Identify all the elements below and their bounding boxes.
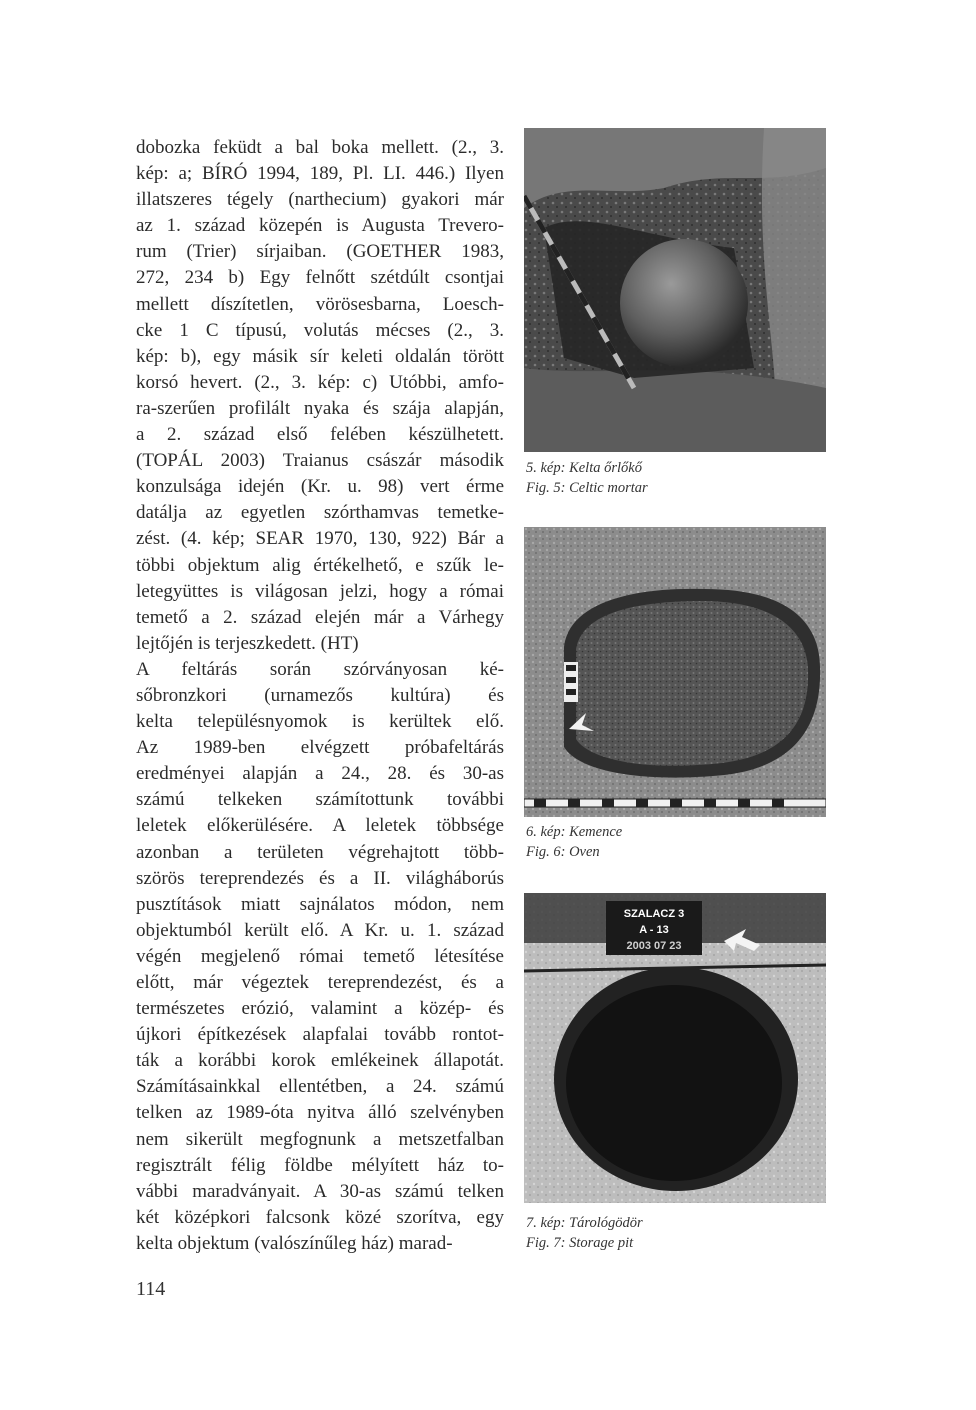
body-text-line: letegyüttes is világosan jelzi, hogy a római [136,580,504,602]
figure-5-caption [526,458,648,498]
photo-board-line-1: SZALACZ 3 [623,908,685,920]
body-text-line: kép: a; BÍRÓ 1994, 189, Pl. LI. 446.) Ilyen [136,163,504,185]
body-text-line: az 1. század közepén is Augusta Trevero- [136,215,504,237]
body-text-line: sőbronzkori (urnamezős kultúra) és [136,684,504,706]
body-text-line: kelta településnyomok is kerültek elő. [136,711,504,733]
body-text-line: végén megjelenő római temető létesítése [136,945,504,967]
body-text-line: kép: b), egy másik sír keleti oldalán törött [136,345,504,367]
page-number: 114 [136,1278,166,1300]
body-text-line: telken az 1989-óta nyitva álló szelvényben [136,1102,504,1124]
storage-pit-image [524,893,826,1203]
figure-7-photo [524,893,826,1203]
figure-6-caption-hu: 6. kép: Kemence [526,824,623,840]
body-text-line: többi objektum alig értékelhető, e szűk le- [136,554,504,576]
figure-6-caption-en: Fig. 6: Oven [526,844,600,860]
body-text-line: (TOPÁL 2003) Traianus császár második [136,450,504,472]
body-text-line: illatszeres tégely (narthecium) gyakori már [136,189,504,211]
oven-image [524,527,826,817]
figure-7-caption-en: Fig. 7: Storage pit [526,1235,634,1251]
photo-board-line-3: 2003 07 23 [626,940,682,952]
body-text-line: eredményei alapján a 24., 28. és 30-as [136,763,504,785]
body-text-line: A feltárás során szórványosan ké- [136,658,504,680]
body-text-line: kelta objektum (valószínűleg ház) marad- [136,1232,453,1254]
body-text-line: vábbi maradványait. A 30-as számú telken [136,1180,504,1202]
body-text-line: konzulsága idején (Kr. u. 98) vert érme [136,476,504,498]
body-text-line: ták a korábbi korok emlékeinek állapotát. [136,1050,504,1072]
body-text-line: ra-szerűen profilált nyaka és szája alapján, [136,397,504,419]
body-text-line: előtt, már végeztek tereprendezést, és a [136,972,504,993]
figure-7-caption [526,1213,643,1253]
figure-6-caption [526,822,622,862]
body-text-line: korsó hevert. (2., 3. kép: c) Utóbbi, amfo- [136,371,504,393]
body-text-line: mellett díszítetlen, vörösesbarna, Loesch- [136,293,504,315]
body-text-line: regisztrált félig földbe mélyített ház to- [136,1154,504,1176]
body-text-line: nem sikerült megfognunk a metszetfalban [136,1128,504,1150]
body-text-line: természetes erózió, valamint a közép- és [136,998,504,1020]
body-text-line: datálja az egyetlen szórthamvas temetke- [136,502,504,524]
figure-5-caption-en: Fig. 5: Celtic mortar [526,480,648,496]
celtic-mortar-image [524,128,826,452]
body-text-line: leletek előkerülésére. A leletek többsége [136,815,504,837]
body-text-line: dobozka feküdt a bal boka mellett. (2., 3. [136,137,504,158]
body-text-line: a 2. század első felében készülhetett. [136,424,504,446]
body-text-column [136,135,504,1257]
photo-board-line-2: A - 13 [639,924,669,936]
body-text-line: pusztítások miatt sajnálatos módon, nem [136,893,504,915]
body-text-line: újkori építkezések alapfalai tovább rontot- [136,1024,504,1046]
body-text-line: objektumból került elő. A Kr. u. 1. század [136,919,504,941]
body-text-line: lejtőjén is terjeszkedett. (HT) [136,632,359,654]
figure-6-photo [524,527,826,817]
figure-5-caption-hu: 5. kép: Kelta őrlőkő [526,460,642,476]
body-text-line: temető a 2. század elején már a Várhegy [136,606,504,628]
body-text-line: két középkori falcsonk közé szorítva, egy [136,1206,504,1228]
body-text-line: számú telkeken számítottunk további [136,789,504,811]
body-text-line: szörös tereprendezés és a II. világháborús [136,867,504,889]
body-text-line: zést. (4. kép; SEAR 1970, 130, 922) Bár a [136,528,504,550]
body-text-line: azonban a területen végrehajtott több- [136,841,504,863]
body-text-line: 272, 234 b) Egy felnőtt szétdúlt csontjai [136,267,504,289]
body-text-line: cke 1 C típusú, volutás mécses (2., 3. [136,319,504,341]
body-text-line: rum (Trier) sírjaiban. (GOETHER 1983, [136,241,504,263]
figure-5-photo [524,128,826,452]
figure-7-caption-hu: 7. kép: Tárológödör [526,1215,643,1231]
body-text-line: Az 1989-ben elvégzett próbafeltárás [136,737,504,759]
body-text-line: Számításainkkal ellentétben, a 24. számú [136,1076,504,1098]
